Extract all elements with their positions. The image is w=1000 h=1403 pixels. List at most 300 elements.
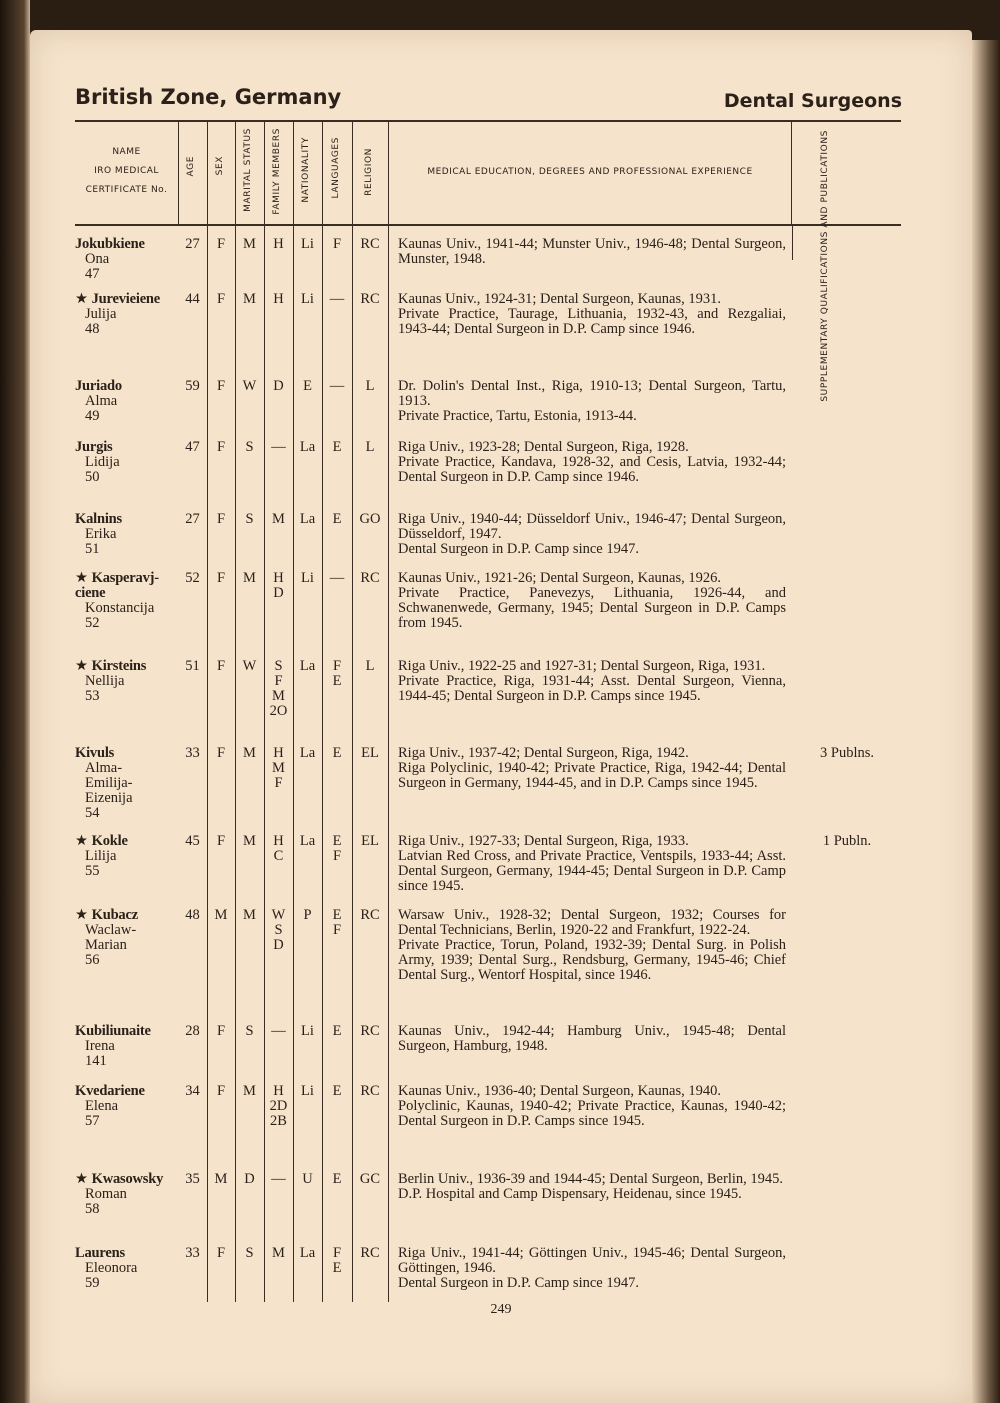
entry-nationality-value: P	[303, 907, 312, 923]
entry-family-value: —	[271, 439, 286, 455]
entry-family-value: —	[271, 1023, 286, 1039]
entry-family-value: 2D	[269, 1098, 288, 1114]
entry-age	[178, 440, 207, 455]
entry-sex-value: F	[216, 439, 226, 455]
entry-education	[398, 571, 786, 631]
entry-marital	[235, 292, 264, 307]
entry-education-line: Private Practice, Panevezys, Lithuania, 1926-44, and Schwanenwede, Germany, 1945; Dental Surgeon in D.P. Camps from 1945.	[398, 585, 786, 631]
entry-cert-number: 58	[85, 1201, 100, 1217]
entry-age	[178, 908, 207, 923]
entry-languages	[322, 292, 352, 307]
entry-languages-value: —	[329, 291, 345, 307]
entry-cert-number: 56	[85, 952, 100, 968]
entry-marital	[235, 440, 264, 455]
entry-cert-number: 53	[85, 688, 100, 704]
entry-cert-number: 50	[85, 469, 100, 485]
header-region: British Zone, Germany	[75, 85, 342, 109]
entry-languages-value: —	[329, 378, 345, 394]
entry-sex	[207, 292, 235, 307]
entry-religion	[352, 512, 388, 527]
entry-education-line: Riga Univ., 1927-33; Dental Surgeon, Riga, 1933.	[398, 833, 689, 849]
entry-family-value: H	[273, 1083, 284, 1099]
entry-cert-number: 48	[85, 321, 100, 337]
page-number: 249	[490, 1302, 512, 1317]
entry-education-line: Riga Univ., 1940-44; Düsseldorf Univ., 1946-47; Dental Surgeon, Düsseldorf, 1947.	[398, 511, 786, 542]
entry-nationality	[293, 659, 322, 674]
entry-age	[178, 746, 207, 761]
entry-age	[178, 1084, 207, 1099]
entry-languages	[322, 379, 352, 394]
entry-family-value: H	[273, 570, 284, 586]
entry-religion-value: L	[365, 439, 375, 455]
entry-family-value: M	[272, 1245, 285, 1261]
entry-nationality-value: La	[299, 658, 316, 674]
entry-sex	[207, 237, 235, 252]
entry-education-line: Kaunas Univ., 1921-26; Dental Surgeon, Kaunas, 1926.	[398, 570, 721, 586]
entry-family-value: M	[272, 760, 285, 776]
entry-languages-value: E	[332, 1171, 342, 1187]
entry-marital-value: W	[242, 658, 257, 674]
entry-education-line: Kaunas Univ., 1924-31; Dental Surgeon, Kaunas, 1931.	[398, 291, 721, 307]
entry-name	[75, 908, 185, 968]
entry-marital	[235, 1172, 264, 1187]
entry-languages-value: F	[332, 922, 342, 938]
entry-surname: Kivuls	[75, 745, 115, 761]
star-icon: ★	[75, 291, 88, 307]
entry-family	[264, 659, 293, 719]
entry-age-value: 27	[185, 236, 200, 252]
entry-nationality	[293, 1084, 322, 1099]
entry-age-value: 33	[185, 1245, 200, 1261]
entry-given-name: Alma-	[85, 760, 123, 776]
entry-languages	[322, 512, 352, 527]
entry-languages-value: E	[332, 907, 342, 923]
entry-given-name: Konstancija	[85, 600, 155, 616]
entry-sex-value: F	[216, 1245, 226, 1261]
entry-name	[75, 512, 185, 557]
entry-education	[398, 1024, 786, 1054]
entry-family	[264, 1024, 293, 1039]
entry-sex-value: F	[216, 1083, 226, 1099]
entry-education-line: Riga Univ., 1937-42; Dental Surgeon, Riga, 1942.	[398, 745, 689, 761]
entry-languages	[322, 1172, 352, 1187]
col-header-name	[75, 143, 178, 200]
entry-marital	[235, 659, 264, 674]
entry-family	[264, 237, 293, 252]
header-bottom-rule	[75, 224, 901, 226]
entry-languages-value: E	[332, 511, 342, 527]
entry-name	[75, 379, 185, 424]
entry-cert-number: 141	[85, 1053, 107, 1069]
entry-religion	[352, 1172, 388, 1187]
entry-family-value: D	[273, 585, 284, 601]
entry-nationality-value: U	[302, 1171, 313, 1187]
entry-marital-value: S	[245, 439, 254, 455]
col-header-languages: LANGUAGES	[331, 137, 341, 199]
star-icon: ★	[75, 1171, 88, 1187]
entry-nationality	[293, 834, 322, 849]
entry-education	[398, 1172, 786, 1202]
entry-cert-number: 59	[85, 1275, 100, 1291]
entry-sex-value: F	[216, 1023, 226, 1039]
entry-sex	[207, 440, 235, 455]
entry-sex	[207, 746, 235, 761]
entry-given-name: Julija	[85, 306, 117, 322]
entry-cert-number: 51	[85, 541, 100, 557]
entry-languages-value: E	[332, 1023, 342, 1039]
entry-age	[178, 834, 207, 849]
col-header-name-line: IRO MEDICAL	[94, 166, 159, 176]
entry-marital	[235, 512, 264, 527]
entry-nationality-value: La	[299, 511, 316, 527]
entry-nationality-value: Li	[301, 291, 314, 307]
entry-languages-value: E	[332, 833, 342, 849]
entry-age-value: 34	[185, 1083, 200, 1099]
entry-marital-value: M	[243, 570, 256, 586]
entry-age-value: 27	[185, 511, 200, 527]
entry-family-value: F	[274, 775, 283, 791]
col-header-supp-line: SUPPLEMENTARY	[820, 317, 830, 402]
entry-nationality	[293, 1172, 322, 1187]
entry-nationality	[293, 379, 322, 394]
entry-languages-value: E	[332, 1083, 342, 1099]
entry-family	[264, 1246, 293, 1261]
entry-religion	[352, 834, 388, 849]
entry-religion	[352, 571, 388, 586]
entry-education-line: Private Practice, Torun, Poland, 1932-39; Dental Surg. in Polish Army, 1939; Dental Surg., Rendsburg, Germany, 1945-46; Chief Dental Surg., Wentorf Hospital, since 1946.	[398, 937, 786, 983]
entry-marital-value: M	[243, 236, 256, 252]
entry-languages	[322, 834, 352, 864]
entry-religion-value: EL	[361, 833, 379, 849]
entry-given-name: Lilija	[85, 848, 117, 864]
entry-education-line: Polyclinic, Kaunas, 1940-42; Private Practice, Kaunas, 1940-42; Dental Surgeon in D.P. Camps since 1945.	[398, 1098, 786, 1129]
col-header-supp	[818, 130, 833, 402]
entry-surname: Jurevieiene	[91, 291, 161, 307]
entry-nationality	[293, 908, 322, 923]
entry-education-line: Riga Univ., 1941-44; Göttingen Univ., 1945-46; Dental Surgeon, Göttingen, 1946.	[398, 1245, 786, 1276]
col-header-supp-line: QUALIFICATIONS	[820, 231, 830, 315]
entry-education	[398, 746, 786, 791]
entry-cert-number: 55	[85, 863, 100, 879]
entry-age	[178, 1024, 207, 1039]
entry-nationality	[293, 292, 322, 307]
entry-age	[178, 1172, 207, 1187]
entry-marital-value: M	[243, 907, 256, 923]
entry-supplementary: 1 Publn.	[822, 833, 872, 849]
entry-age	[178, 659, 207, 674]
entry-marital-value: M	[243, 1083, 256, 1099]
entry-name	[75, 1024, 185, 1069]
entry-surname: Kalnins	[75, 511, 122, 527]
star-icon: ★	[75, 907, 88, 923]
entry-marital-value: M	[243, 291, 256, 307]
entry-name	[75, 571, 185, 631]
entry-languages-value: E	[332, 745, 342, 761]
entry-education-line: Riga Univ., 1923-28; Dental Surgeon, Riga, 1928.	[398, 439, 689, 455]
entry-given-name: Marian	[85, 937, 127, 953]
entry-religion	[352, 292, 388, 307]
entry-education-line: Kaunas Univ., 1936-40; Dental Surgeon, Kaunas, 1940.	[398, 1083, 721, 1099]
entry-surname: Kirsteins	[91, 658, 147, 674]
entry-religion	[352, 1246, 388, 1261]
entry-sex	[207, 834, 235, 849]
entry-marital	[235, 834, 264, 849]
entry-age-value: 28	[185, 1023, 200, 1039]
entry-name	[75, 237, 185, 282]
entry-education	[398, 237, 786, 267]
entry-education	[398, 440, 786, 485]
entry-education-line: Private Practice, Taurage, Lithuania, 1932-43, and Rezgaliai, 1943-44; Dental Surgeon in D.P. Camp since 1946.	[398, 306, 786, 337]
page-edge	[972, 40, 1000, 1403]
entry-marital-value: M	[243, 745, 256, 761]
col-header-education: MEDICAL EDUCATION, DEGREES AND PROFESSIONAL EXPERIENCE	[427, 167, 753, 177]
entry-age	[178, 237, 207, 252]
entry-religion	[352, 440, 388, 455]
entry-education	[398, 379, 786, 424]
col-header-name-line: NAME	[112, 147, 141, 157]
entry-name	[75, 746, 185, 821]
entry-education	[398, 908, 786, 983]
entry-education	[398, 292, 786, 337]
entry-family	[264, 1172, 293, 1187]
entry-religion	[352, 379, 388, 394]
entry-surname: Juriado	[75, 378, 122, 394]
entry-religion	[352, 908, 388, 923]
entry-sex-value: F	[216, 658, 226, 674]
star-icon: ★	[75, 658, 88, 674]
entry-religion-value: GC	[359, 1171, 381, 1187]
entry-languages-value: F	[332, 658, 342, 674]
entry-sex-value: F	[216, 511, 226, 527]
entry-education	[398, 659, 786, 704]
entry-family-value: D	[273, 378, 284, 394]
entry-marital	[235, 1084, 264, 1099]
entry-family-value: 2O	[269, 703, 288, 719]
entry-languages	[322, 237, 352, 252]
star-icon: ★	[75, 833, 88, 849]
entry-age-value: 45	[185, 833, 200, 849]
entry-religion	[352, 659, 388, 674]
entry-languages	[322, 571, 352, 586]
col-header-religion: RELIGION	[364, 148, 374, 196]
entry-given-name: Waclaw-	[85, 922, 137, 938]
col-header-name-line: CERTIFICATE No.	[85, 185, 168, 195]
entry-marital	[235, 1024, 264, 1039]
entry-education-line: Dr. Dolin's Dental Inst., Riga, 1910-13; Dental Surgeon, Tartu, 1913.	[398, 378, 786, 409]
entry-marital	[235, 746, 264, 761]
entry-family-value: 2B	[270, 1113, 287, 1129]
entry-education-line: Berlin Univ., 1936-39 and 1944-45; Dental Surgeon, Berlin, 1945.	[398, 1171, 784, 1187]
entry-sex-value: F	[216, 291, 226, 307]
entry-languages-value: E	[332, 439, 342, 455]
entry-surname: Kasperavj-ciene	[75, 570, 159, 601]
col-header-nationality: NATIONALITY	[301, 137, 311, 203]
entry-sex	[207, 379, 235, 394]
entry-education-line: Private Practice, Kandava, 1928-32, and Cesis, Latvia, 1932-44; Dental Surgeon in D.P. Camp since 1946.	[398, 454, 786, 485]
entry-nationality	[293, 746, 322, 761]
entry-given-name: Elena	[85, 1098, 119, 1114]
entry-family-value: M	[272, 511, 285, 527]
entry-sex	[207, 908, 235, 923]
entry-languages	[322, 746, 352, 761]
entry-sex	[207, 1024, 235, 1039]
entry-marital	[235, 379, 264, 394]
entry-sex	[207, 659, 235, 674]
entry-languages-value: —	[329, 570, 345, 586]
entry-marital	[235, 908, 264, 923]
entry-religion-value: RC	[360, 907, 380, 923]
entry-marital	[235, 237, 264, 252]
entry-religion-value: RC	[360, 1023, 380, 1039]
col-header-family: FAMILY MEMBERS	[272, 128, 282, 215]
entry-age-value: 51	[185, 658, 200, 674]
entry-education-line: Dental Surgeon in D.P. Camp since 1947.	[398, 1275, 639, 1291]
entry-languages	[322, 440, 352, 455]
entry-education-line: Riga Polyclinic, 1940-42; Private Practice, Riga, 1942-44; Dental Surgeon in Germany, 1944-45, and in D.P. Camps since 1945.	[398, 760, 786, 791]
entry-family-value: H	[273, 236, 284, 252]
entry-family	[264, 440, 293, 455]
entry-education	[398, 512, 786, 557]
col-header-sex: SEX	[215, 156, 225, 176]
entry-religion-value: L	[365, 658, 375, 674]
entry-family	[264, 512, 293, 527]
header-section: Dental Surgeons	[723, 90, 902, 112]
entry-education-line: Private Practice, Riga, 1931-44; Asst. Dental Surgeon, Vienna, 1944-45; Dental Surgeon in D.P. Camps since 1945.	[398, 673, 786, 704]
entry-sex-value: F	[216, 570, 226, 586]
col-divider	[388, 122, 389, 1302]
entry-given-name: Eizenija	[85, 790, 133, 806]
entry-family-value: H	[273, 833, 284, 849]
entry-religion-value: RC	[360, 1245, 380, 1261]
entry-sex-value: F	[216, 378, 226, 394]
book-spine	[0, 0, 30, 1403]
col-header-age: AGE	[186, 156, 196, 177]
entry-surname: Kubacz	[91, 907, 138, 923]
entry-sex	[207, 1246, 235, 1261]
entry-given-name: Alma	[85, 393, 118, 409]
entry-family-value: —	[271, 1171, 286, 1187]
entry-name	[75, 440, 185, 485]
col-header-supp-line: AND PUBLICATIONS	[820, 130, 830, 228]
entry-marital	[235, 1246, 264, 1261]
col-header-marital: MARITAL STATUS	[243, 128, 253, 212]
entry-age-value: 52	[185, 570, 200, 586]
entry-given-name: Irena	[85, 1038, 115, 1054]
entry-religion-value: RC	[360, 236, 380, 252]
entry-nationality-value: E	[303, 378, 312, 394]
entry-religion-value: RC	[360, 570, 380, 586]
entry-nationality-value: Li	[301, 1083, 314, 1099]
entry-sex-value: M	[214, 1171, 228, 1187]
entry-sex	[207, 571, 235, 586]
entry-family-value: S	[274, 658, 283, 674]
entry-given-name: Ona	[85, 251, 110, 267]
entry-surname: Kokle	[91, 833, 128, 849]
page	[30, 30, 972, 1403]
entry-nationality-value: La	[299, 1245, 316, 1261]
entry-education	[398, 1246, 786, 1291]
entry-nationality	[293, 512, 322, 527]
entry-education-line: Warsaw Univ., 1928-32; Dental Surgeon, 1932; Courses for Dental Technicians, Berlin, 1920-22 and Frankfurt, 1922-24.	[398, 907, 786, 938]
entry-family-value: H	[273, 745, 284, 761]
entry-sex-value: F	[216, 236, 226, 252]
entry-sex	[207, 1084, 235, 1099]
entry-religion-value: RC	[360, 291, 380, 307]
entry-religion-value: RC	[360, 1083, 380, 1099]
entry-nationality-value: Li	[301, 570, 314, 586]
entry-education-line: Private Practice, Tartu, Estonia, 1913-44.	[398, 408, 637, 424]
entry-education-line: D.P. Hospital and Camp Dispensary, Heidenau, since 1945.	[398, 1186, 742, 1202]
entry-family-value: D	[273, 937, 284, 953]
entry-religion-value: GO	[359, 511, 381, 527]
entry-age	[178, 512, 207, 527]
entry-sex-value: F	[216, 833, 226, 849]
col-divider	[178, 122, 179, 224]
entry-family	[264, 746, 293, 791]
entry-given-name: Emilija-	[85, 775, 133, 791]
entry-age-value: 47	[185, 439, 200, 455]
entry-family	[264, 379, 293, 394]
entry-family-value: M	[272, 688, 285, 704]
col-divider	[791, 122, 792, 226]
entry-surname: Kvedariene	[75, 1083, 145, 1099]
entry-sex	[207, 1172, 235, 1187]
entry-marital-value: D	[244, 1171, 255, 1187]
entry-languages-value: E	[332, 673, 342, 689]
entry-surname: Jurgis	[75, 439, 113, 455]
entry-family-value: C	[273, 848, 284, 864]
entry-marital-value: S	[245, 1023, 254, 1039]
entry-sex-value: M	[214, 907, 228, 923]
entry-languages	[322, 1246, 352, 1276]
entry-marital-value: S	[245, 511, 254, 527]
entry-nationality-value: La	[299, 833, 316, 849]
entry-education	[398, 834, 786, 894]
entry-age-value: 35	[185, 1171, 200, 1187]
entry-given-name: Lidija	[85, 454, 120, 470]
entry-age-value: 59	[185, 378, 200, 394]
entry-cert-number: 47	[85, 266, 100, 282]
entry-nationality	[293, 1246, 322, 1261]
entry-religion	[352, 1024, 388, 1039]
entry-given-name: Nellija	[85, 673, 125, 689]
entry-marital-value: S	[245, 1245, 254, 1261]
entry-family	[264, 571, 293, 601]
entry-family	[264, 834, 293, 864]
entry-family-value: H	[273, 291, 284, 307]
entry-cert-number: 57	[85, 1113, 100, 1129]
entry-nationality	[293, 571, 322, 586]
entry-surname: Kubiliunaite	[75, 1023, 151, 1039]
entry-languages	[322, 908, 352, 938]
entry-name	[75, 659, 185, 704]
entry-age	[178, 1246, 207, 1261]
entry-sex-value: F	[216, 745, 226, 761]
entry-supplementary: 3 Publns.	[820, 745, 874, 761]
entry-age-value: 44	[185, 291, 200, 307]
entry-family	[264, 292, 293, 307]
star-icon: ★	[75, 570, 88, 586]
entry-cert-number: 49	[85, 408, 100, 424]
entry-religion	[352, 1084, 388, 1099]
col-divider	[792, 226, 793, 260]
entry-languages-value: F	[332, 236, 342, 252]
entry-cert-number: 54	[85, 805, 100, 821]
entry-name	[75, 834, 185, 879]
entry-surname: Kwasowsky	[91, 1171, 164, 1187]
header-top-rule	[75, 120, 901, 122]
entry-nationality	[293, 440, 322, 455]
